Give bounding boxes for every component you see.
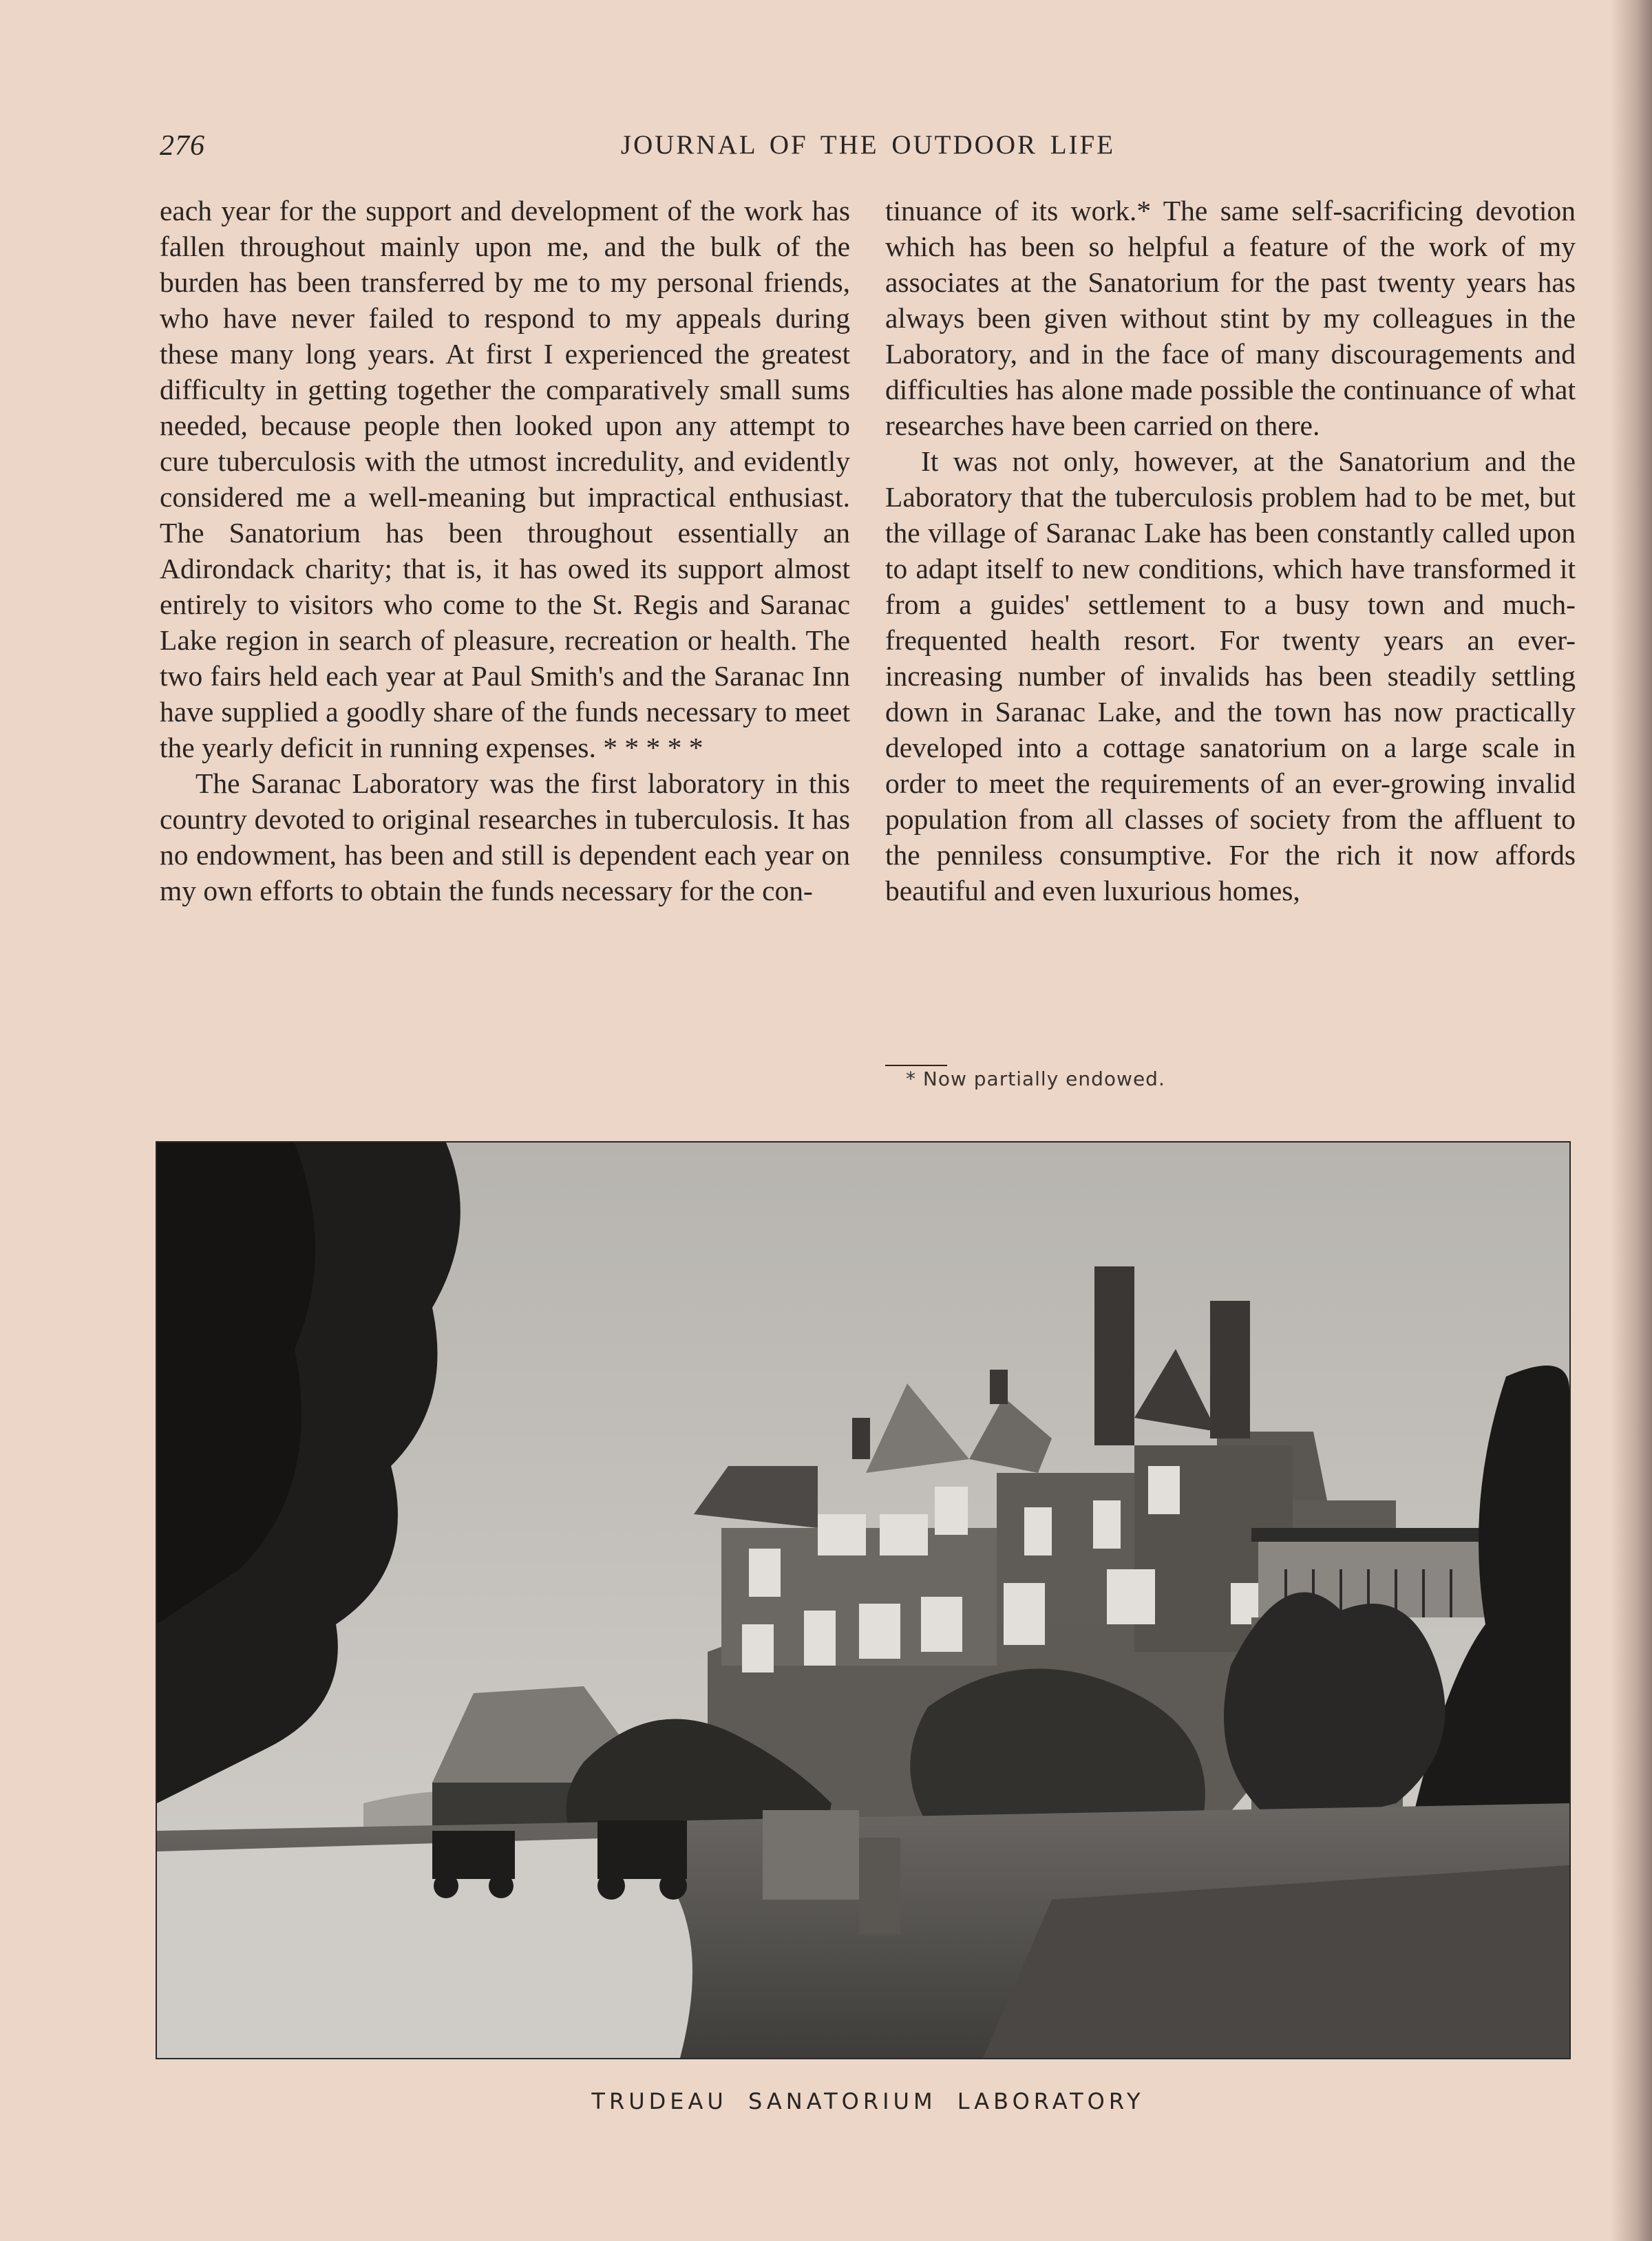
page-header [160, 129, 1576, 168]
paragraph: It was not only, however, at the Sanatorium and the Laboratory that the tuberculosis problem had to be met, but the village of Saranac Lake has been constantly called upon to adapt itself to new conditions, which have transformed it from a guides' settlement to a busy town and much-frequented health resort. For twenty years an ever-increasing number of invalids has been steadily settling down in Saranac Lake, and the town has now practically developed into a cottage sanatorium on a large scale in order to meet the requirements of an ever-growing invalid population from all classes of society from the affluent to the penniless consumptive. For the rich it now affords beautiful and even luxurious homes, [885, 445, 1576, 906]
right-column [885, 193, 1576, 909]
paragraph: tinuance of its work.* The same self-sacrificing devotion which has been so helpful a feature of the work of my associates at the Sanatorium for the past twenty years has always been given without stint by my colleagues in the Laboratory, and in the face of many discouragements and difficulties has alone made possible the continuance of what researches have been carried on there. [885, 195, 1576, 441]
photograph-illustration [157, 1143, 1569, 2058]
page-number: 276 [160, 130, 205, 162]
figure-caption: TRUDEAU SANATORIUM LABORATORY [591, 2088, 1145, 2114]
paragraph: each year for the support and development of the work has fallen throughout mainly upon me, and the bulk of the burden has been transferred by me to my personal friends, who have never failed to respond to my appeals during these many long years. At first I experienced the greatest difficulty in getting together the comparatively small sums needed, because people then looked upon any attempt to cure tuberculosis with the utmost incredulity, and evidently considered me a well-meaning but impractical enthusiast. The Sanatorium has been throughout essentially an Adirondack charity; that is, it has owed its support almost entirely to visitors who come to the St. Regis and Saranac Lake region in search of pleasure, recreation or health. The two fairs held each year at Paul Smith's and the Saranac Inn have supplied a goodly share of the funds necessary to meet the yearly deficit in running expenses. * * * * * [160, 195, 850, 763]
footnote-rule [885, 1065, 947, 1066]
paragraph: The Saranac Laboratory was the first laboratory in this country devoted to original researches in tuberculosis. It has no endowment, has been and still is dependent each year on my own efforts to obtain the funds necessary for the con- [160, 767, 850, 906]
left-column [160, 193, 850, 909]
footnote: * Now partially endowed. [906, 1068, 1165, 1090]
page-edge-shadow [1611, 0, 1652, 2241]
photograph [157, 1143, 1569, 2058]
running-title: JOURNAL OF THE OUTDOOR LIFE [620, 130, 1116, 160]
